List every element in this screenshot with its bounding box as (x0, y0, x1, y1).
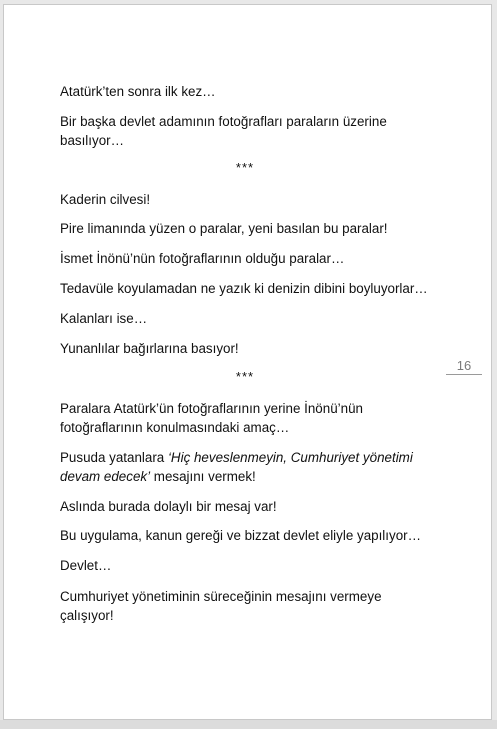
document-page (3, 4, 492, 720)
paragraph: Kalanları ise… (60, 311, 148, 326)
quote-trail-text: mesajını vermek! (150, 469, 256, 484)
page-number: 16 (446, 358, 482, 375)
paragraph: Paralara Atatürk’ün fotoğraflarının yerine İnönü’nün fotoğraflarının konulmasındaki amaç… (60, 401, 363, 435)
paragraph: Aslında burada dolaylı bir mesaj var! (60, 499, 277, 514)
section-separator: *** (235, 369, 255, 384)
paragraph: Bir başka devlet adamının fotoğrafları paraların üzerine basılıyor… (60, 114, 387, 148)
paragraph-with-quote (60, 448, 430, 486)
paragraph: Bu uygulama, kanun gereği ve bizzat devlet eliyle yapılıyor… (60, 528, 421, 543)
page-gap (0, 720, 497, 729)
quote-lead-text: Pusuda yatanlara (60, 450, 168, 465)
paragraph: Tedavüle koyulamadan ne yazık ki denizin dibini boyluyorlar… (60, 281, 428, 296)
paragraph: Cumhuriyet yönetiminin süreceğinin mesajını vermeye çalışıyor! (60, 589, 382, 623)
paragraph: Devlet… (60, 558, 112, 573)
paragraph: İsmet İnönü’nün fotoğraflarının olduğu paralar… (60, 251, 345, 266)
paragraph: Yunanlılar bağırlarına basıyor! (60, 341, 239, 356)
section-separator: *** (235, 160, 255, 175)
paragraph: Atatürk’ten sonra ilk kez… (60, 84, 216, 99)
paragraph: Kaderin cilvesi! (60, 192, 151, 207)
quoted-message: ‘Hiç heveslenmeyin, Cumhuriyet yönetimi devam edecek’ (60, 450, 413, 484)
paragraph: Pire limanında yüzen o paralar, yeni basılan bu paralar! (60, 221, 388, 236)
